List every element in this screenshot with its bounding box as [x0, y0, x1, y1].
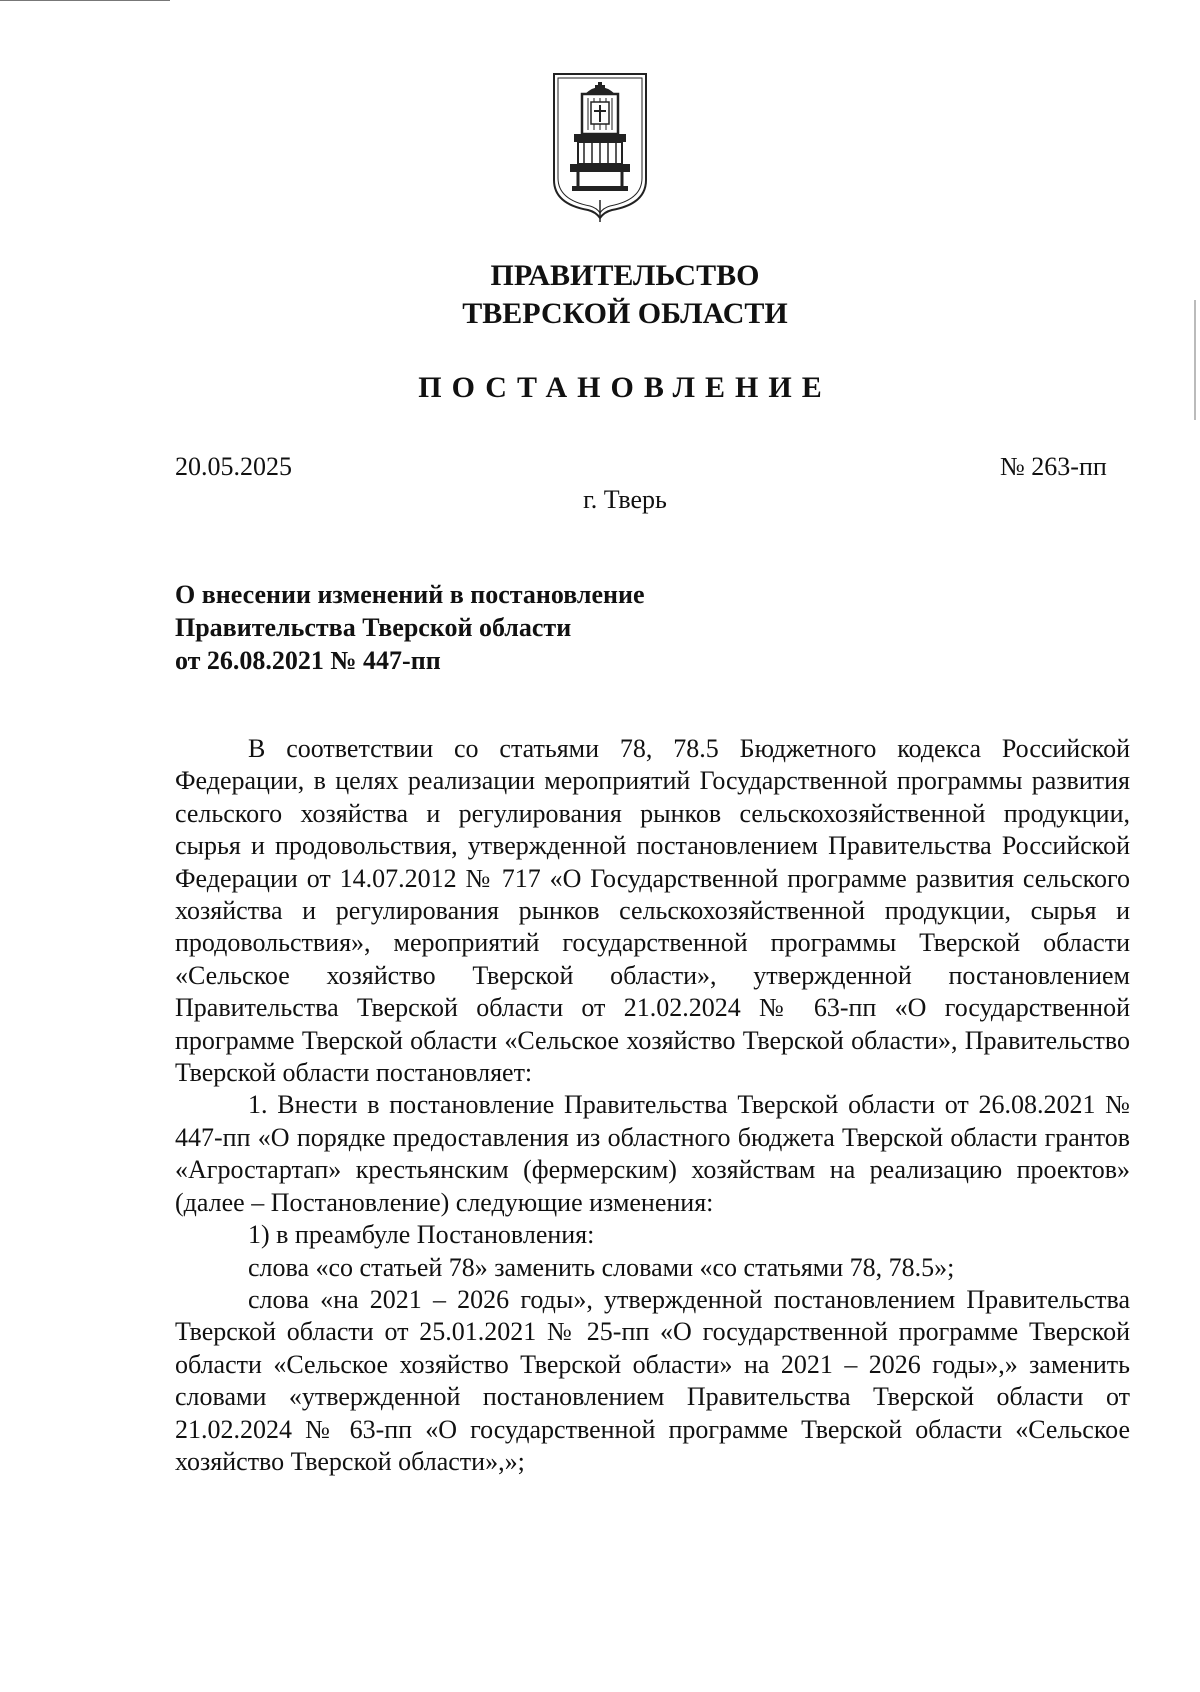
subitem-1-paragraph: 1) в преамбуле Постановления: [248, 1220, 595, 1250]
government-name-line1: ПРАВИТЕЛЬСТВО [490, 259, 760, 292]
document-date: 20.05.2025 [175, 452, 292, 481]
document-title-line3: от 26.08.2021 № 447-пп [175, 646, 441, 675]
document-body [175, 733, 1130, 1478]
document-title-line2: Правительства Тверской области [175, 613, 572, 642]
document-title [175, 578, 645, 677]
document-type: ПОСТАНОВЛЕНИЕ [418, 371, 832, 404]
scan-edge-line [0, 0, 170, 1]
change-2-paragraph: слова «на 2021 – 2026 годы», утвержденной постановлением Правительства Тверской области от 25.01.2021 № 25-пп «О государственной программе Тверской области «Сельское хозяйство Тверской области» на 2021 – 2026 годы»,» заменить словами «утвержденной постановлением Правительства Тверской области от 21.02.2024 № 63-пп «О государственной программе Тверской области «Сельское хозяйство Тверской области»,»; [175, 1284, 1130, 1476]
document-number: № 263-пп [1000, 452, 1107, 481]
government-name [0, 257, 1200, 333]
government-name-line2: ТВЕРСКОЙ ОБЛАСТИ [462, 297, 788, 330]
coat-of-arms-icon [552, 72, 648, 224]
item-1-paragraph: 1. Внести в постановление Правительства Тверской области от 26.08.2021 № 447-пп «О порядке предоставления из областного бюджета Тверской области грантов «Агростартап» крестьянским (фермерским) хозяйствам на реализацию проектов» (далее – Постановление) следующие изменения: [175, 1090, 1130, 1217]
document-title-line1: О внесении изменений в постановление [175, 580, 645, 609]
preamble-paragraph: В соответствии со статьями 78, 78.5 Бюджетного кодекса Российской Федерации, в целях реализации мероприятий Государственной программы развития сельского хозяйства и регулирования рынков сельскохозяйственной продукции, сырья и продовольствия, утвержденной постановлением Правительства Российской Федерации от 14.07.2012 № 717 «О Государственной программе развития сельского хозяйства и регулирования рынков сельскохозяйственной продукции, сырья и продовольствия», мероприятий государственной программы Тверской области «Сельское хозяйство Тверской области», утвержденной постановлением Правительства Тверской области от 21.02.2024 № 63-пп «О государственной программе Тверской области «Сельское хозяйство Тверской области», Правительство Тверской области постановляет: [175, 734, 1130, 1088]
change-1-paragraph: слова «со статьей 78» заменить словами «со статьями 78, 78.5»; [248, 1252, 955, 1282]
document-city: г. Тверь [583, 485, 667, 514]
